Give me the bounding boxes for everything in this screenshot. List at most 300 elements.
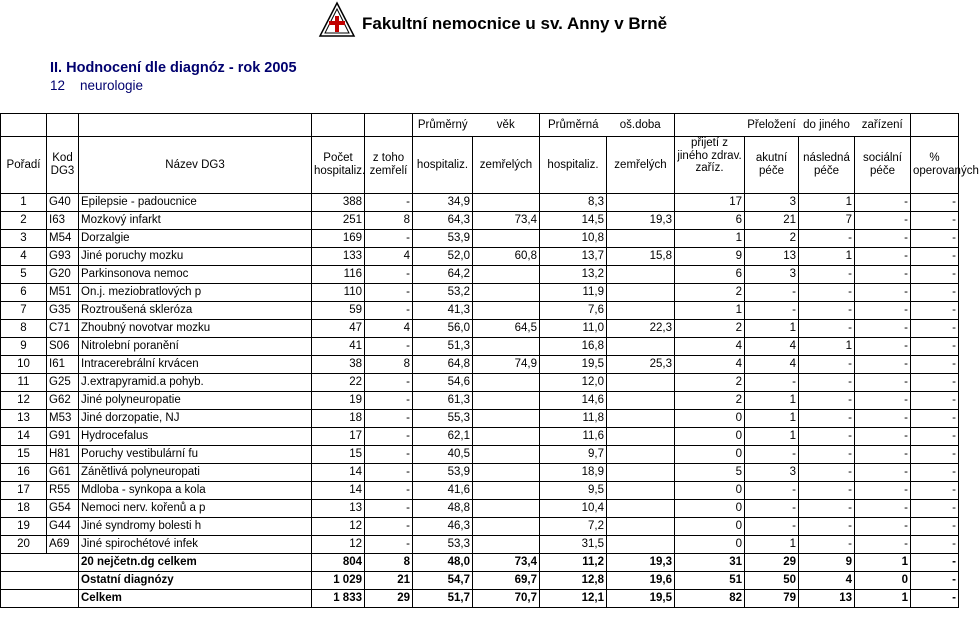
- cell-na: -: [799, 356, 855, 374]
- cell-zem: 8: [365, 212, 413, 230]
- cell-vz: [473, 338, 540, 356]
- cell-n: 19: [1, 518, 47, 536]
- cell-so: -: [855, 518, 911, 536]
- cell-oh: 9,7: [540, 446, 607, 464]
- cell-oz: [607, 338, 675, 356]
- cell-pocet: 59: [312, 302, 365, 320]
- cell-oh: 14,5: [540, 212, 607, 230]
- cell-vh: 52,0: [413, 248, 473, 266]
- cell-kod: M51: [47, 284, 79, 302]
- summary-cell-zem: 8: [365, 554, 413, 572]
- cell-so: -: [855, 446, 911, 464]
- cell-na: -: [799, 266, 855, 284]
- summary-cell-so: 1: [855, 554, 911, 572]
- table-row: [1, 230, 959, 248]
- cell-ak: 1: [745, 410, 799, 428]
- summary-label: Celkem: [79, 590, 312, 608]
- cell-ak: 4: [745, 338, 799, 356]
- cell-vz: [473, 284, 540, 302]
- cell-nazev: Jiné spirochétové infek: [79, 536, 312, 554]
- cell-nazev: Mdloba - synkopa a kola: [79, 482, 312, 500]
- col-z-toho: z toho zemřelí: [365, 137, 413, 194]
- cell-ak: -: [745, 302, 799, 320]
- cell-op: -: [911, 302, 959, 320]
- cell-n: 7: [1, 302, 47, 320]
- cell-so: -: [855, 536, 911, 554]
- cell-nazev: Jiné polyneuropatie: [79, 392, 312, 410]
- col-akutni: akutní péče: [745, 137, 799, 194]
- cell-oz: [607, 302, 675, 320]
- cell-na: -: [799, 392, 855, 410]
- summary-cell-pr: 31: [675, 554, 745, 572]
- table-row: [1, 464, 959, 482]
- summary-cell-op: -: [911, 572, 959, 590]
- cell-op: -: [911, 482, 959, 500]
- cell-pocet: 388: [312, 194, 365, 212]
- cell-pr: 4: [675, 356, 745, 374]
- group-header-row: [1, 114, 959, 137]
- cell-zem: -: [365, 230, 413, 248]
- cell-oz: [607, 410, 675, 428]
- cell-zem: -: [365, 482, 413, 500]
- cell-oh: 11,8: [540, 410, 607, 428]
- cell-na: 1: [799, 248, 855, 266]
- cell-na: -: [799, 500, 855, 518]
- summary-cell-ak: 79: [745, 590, 799, 608]
- cell-nazev: Mozkový infarkt: [79, 212, 312, 230]
- cell-nazev: Zánětlivá polyneuropati: [79, 464, 312, 482]
- cell-oz: [607, 428, 675, 446]
- cell-oz: [607, 518, 675, 536]
- summary-spacer: [1, 554, 79, 572]
- cell-vz: [473, 446, 540, 464]
- cell-kod: G25: [47, 374, 79, 392]
- cell-zem: -: [365, 536, 413, 554]
- cell-vz: 60,8: [473, 248, 540, 266]
- cell-vz: [473, 392, 540, 410]
- cell-pocet: 38: [312, 356, 365, 374]
- cell-pocet: 12: [312, 518, 365, 536]
- cell-ak: 3: [745, 464, 799, 482]
- cell-ak: 3: [745, 266, 799, 284]
- cell-oz: 15,8: [607, 248, 675, 266]
- cell-oh: 9,5: [540, 482, 607, 500]
- cell-oh: 7,2: [540, 518, 607, 536]
- summary-cell-pocet: 1 029: [312, 572, 365, 590]
- cell-vh: 64,3: [413, 212, 473, 230]
- cell-pocet: 14: [312, 482, 365, 500]
- cell-oh: 16,8: [540, 338, 607, 356]
- cell-op: -: [911, 446, 959, 464]
- cell-pocet: 22: [312, 374, 365, 392]
- table-row: [1, 482, 959, 500]
- cell-zem: -: [365, 374, 413, 392]
- cell-pocet: 110: [312, 284, 365, 302]
- cell-ak: 2: [745, 230, 799, 248]
- cell-so: -: [855, 266, 911, 284]
- col-socialni: sociální péče: [855, 137, 911, 194]
- cell-zem: 4: [365, 248, 413, 266]
- cell-vz: 64,5: [473, 320, 540, 338]
- cell-vh: 64,8: [413, 356, 473, 374]
- cell-op: -: [911, 194, 959, 212]
- cell-kod: C71: [47, 320, 79, 338]
- cell-oz: [607, 194, 675, 212]
- cell-n: 3: [1, 230, 47, 248]
- cell-kod: M53: [47, 410, 79, 428]
- cell-vh: 53,3: [413, 536, 473, 554]
- cell-kod: R55: [47, 482, 79, 500]
- cell-oh: 19,5: [540, 356, 607, 374]
- cell-pocet: 13: [312, 500, 365, 518]
- summary-cell-oz: 19,6: [607, 572, 675, 590]
- cell-zem: -: [365, 392, 413, 410]
- cell-oz: [607, 446, 675, 464]
- cell-n: 12: [1, 392, 47, 410]
- cell-vh: 51,3: [413, 338, 473, 356]
- cell-kod: S06: [47, 338, 79, 356]
- col-poradi: Pořadí: [1, 137, 47, 194]
- cell-oz: [607, 464, 675, 482]
- cell-vz: [473, 500, 540, 518]
- cell-vz: [473, 536, 540, 554]
- cell-ak: -: [745, 482, 799, 500]
- table-row: [1, 266, 959, 284]
- summary-cell-na: 4: [799, 572, 855, 590]
- cell-so: -: [855, 284, 911, 302]
- hospital-name: Fakultní nemocnice u sv. Anny v Brně: [362, 14, 668, 33]
- cell-pr: 5: [675, 464, 745, 482]
- cell-pocet: 133: [312, 248, 365, 266]
- cell-op: -: [911, 230, 959, 248]
- cell-vh: 61,3: [413, 392, 473, 410]
- cell-so: -: [855, 374, 911, 392]
- cell-n: 14: [1, 428, 47, 446]
- summary-cell-oh: 11,2: [540, 554, 607, 572]
- cell-pocet: 116: [312, 266, 365, 284]
- cell-na: -: [799, 302, 855, 320]
- cell-oh: 10,4: [540, 500, 607, 518]
- cell-pocet: 15: [312, 446, 365, 464]
- summary-cell-op: -: [911, 554, 959, 572]
- cell-kod: G20: [47, 266, 79, 284]
- cell-vz: [473, 428, 540, 446]
- cell-nazev: Nitrolební poranění: [79, 338, 312, 356]
- cell-vz: [473, 230, 540, 248]
- cell-ak: 3: [745, 194, 799, 212]
- table-row: [1, 410, 959, 428]
- cell-pr: 0: [675, 518, 745, 536]
- cell-vh: 48,8: [413, 500, 473, 518]
- cell-nazev: Jiné dorzopatie, NJ: [79, 410, 312, 428]
- department-subtitle: 12 neurologie: [50, 78, 144, 93]
- cell-ak: -: [745, 518, 799, 536]
- cell-so: -: [855, 392, 911, 410]
- cell-na: 1: [799, 338, 855, 356]
- cell-pocet: 251: [312, 212, 365, 230]
- summary-label: 20 nejčetn.dg celkem: [79, 554, 312, 572]
- cell-zem: 4: [365, 320, 413, 338]
- cell-n: 1: [1, 194, 47, 212]
- cell-ak: 1: [745, 320, 799, 338]
- cell-op: -: [911, 248, 959, 266]
- cell-ak: -: [745, 374, 799, 392]
- cell-op: -: [911, 392, 959, 410]
- cell-pr: 9: [675, 248, 745, 266]
- cell-nazev: Epilepsie - padoucnice: [79, 194, 312, 212]
- cell-vh: 53,2: [413, 284, 473, 302]
- cell-kod: I61: [47, 356, 79, 374]
- summary-cell-ak: 29: [745, 554, 799, 572]
- cell-kod: G44: [47, 518, 79, 536]
- col-age-dead: zemřelých: [473, 137, 540, 194]
- cell-na: -: [799, 374, 855, 392]
- table-row: [1, 356, 959, 374]
- summary-cell-ak: 50: [745, 572, 799, 590]
- summary-cell-zem: 29: [365, 590, 413, 608]
- group-transfer: Přeložení: [745, 114, 799, 137]
- cell-na: -: [799, 410, 855, 428]
- page-title: II. Hodnocení dle diagnóz - rok 2005: [50, 60, 297, 76]
- cell-ak: -: [745, 500, 799, 518]
- cell-zem: -: [365, 284, 413, 302]
- cell-nazev: Zhoubný novotvar mozku: [79, 320, 312, 338]
- cell-op: -: [911, 338, 959, 356]
- col-nasledna: následná péče: [799, 137, 855, 194]
- cell-zem: -: [365, 464, 413, 482]
- col-age-hosp: hospitaliz.: [413, 137, 473, 194]
- cell-vh: 41,6: [413, 482, 473, 500]
- col-prijeti: přijetí z jiného zdrav. zaříz.: [675, 137, 745, 194]
- cell-pr: 2: [675, 392, 745, 410]
- cell-oz: 19,3: [607, 212, 675, 230]
- table-row: [1, 392, 959, 410]
- cell-oh: 8,3: [540, 194, 607, 212]
- cell-pocet: 169: [312, 230, 365, 248]
- summary-row: [1, 590, 959, 608]
- cell-vh: 56,0: [413, 320, 473, 338]
- cell-oh: 11,0: [540, 320, 607, 338]
- summary-cell-oz: 19,5: [607, 590, 675, 608]
- cell-vh: 40,5: [413, 446, 473, 464]
- cell-so: -: [855, 500, 911, 518]
- cell-zem: -: [365, 302, 413, 320]
- cell-n: 16: [1, 464, 47, 482]
- cell-pr: 0: [675, 482, 745, 500]
- cell-ak: -: [745, 284, 799, 302]
- cell-nazev: Hydrocefalus: [79, 428, 312, 446]
- cell-kod: G54: [47, 500, 79, 518]
- cell-pocet: 18: [312, 410, 365, 428]
- cell-nazev: Dorzalgie: [79, 230, 312, 248]
- cell-n: 15: [1, 446, 47, 464]
- cell-kod: G93: [47, 248, 79, 266]
- cell-kod: H81: [47, 446, 79, 464]
- cell-kod: M54: [47, 230, 79, 248]
- summary-cell-oh: 12,8: [540, 572, 607, 590]
- cell-pr: 2: [675, 284, 745, 302]
- cell-nazev: Parkinsonova nemoc: [79, 266, 312, 284]
- cell-na: -: [799, 284, 855, 302]
- cell-oz: [607, 374, 675, 392]
- summary-cell-zem: 21: [365, 572, 413, 590]
- cell-so: -: [855, 212, 911, 230]
- summary-cell-pr: 82: [675, 590, 745, 608]
- cell-n: 10: [1, 356, 47, 374]
- cell-vz: [473, 482, 540, 500]
- cell-pr: 4: [675, 338, 745, 356]
- cell-vz: [473, 266, 540, 284]
- cell-pr: 6: [675, 266, 745, 284]
- cell-kod: A69: [47, 536, 79, 554]
- table-row: [1, 518, 959, 536]
- cell-op: -: [911, 212, 959, 230]
- cell-vz: [473, 194, 540, 212]
- cell-na: 1: [799, 194, 855, 212]
- cell-vz: [473, 374, 540, 392]
- cell-oz: 22,3: [607, 320, 675, 338]
- summary-spacer: [1, 572, 79, 590]
- cell-n: 11: [1, 374, 47, 392]
- cell-oz: [607, 536, 675, 554]
- cell-pocet: 14: [312, 464, 365, 482]
- group-avg-age: Průměrný: [413, 114, 473, 137]
- cell-nazev: Nemoci nerv. kořenů a p: [79, 500, 312, 518]
- hospital-logo-icon: [318, 2, 356, 38]
- cell-ak: 13: [745, 248, 799, 266]
- cell-n: 8: [1, 320, 47, 338]
- group-avg-stay-2: oš.doba: [607, 114, 675, 137]
- summary-cell-op: -: [911, 590, 959, 608]
- col-pocet: Počet hospitaliz.: [312, 137, 365, 194]
- cell-zem: -: [365, 338, 413, 356]
- table-row: [1, 536, 959, 554]
- cell-kod: I63: [47, 212, 79, 230]
- cell-pr: 2: [675, 374, 745, 392]
- cell-n: 17: [1, 482, 47, 500]
- cell-n: 20: [1, 536, 47, 554]
- cell-n: 18: [1, 500, 47, 518]
- table-row: [1, 428, 959, 446]
- cell-pocet: 17: [312, 428, 365, 446]
- cell-pr: 1: [675, 302, 745, 320]
- cell-kod: G40: [47, 194, 79, 212]
- cell-oh: 10,8: [540, 230, 607, 248]
- cell-pr: 6: [675, 212, 745, 230]
- column-header-row: [1, 137, 959, 194]
- cell-op: -: [911, 320, 959, 338]
- cell-oz: 25,3: [607, 356, 675, 374]
- cell-nazev: J.extrapyramid.a pohyb.: [79, 374, 312, 392]
- table-row: [1, 302, 959, 320]
- cell-n: 9: [1, 338, 47, 356]
- cell-vz: [473, 302, 540, 320]
- cell-pocet: 41: [312, 338, 365, 356]
- cell-so: -: [855, 482, 911, 500]
- summary-spacer: [1, 590, 79, 608]
- cell-ak: 1: [745, 428, 799, 446]
- cell-na: -: [799, 518, 855, 536]
- cell-oz: [607, 230, 675, 248]
- summary-cell-vz: 69,7: [473, 572, 540, 590]
- cell-so: -: [855, 356, 911, 374]
- cell-ak: 1: [745, 392, 799, 410]
- cell-kod: G35: [47, 302, 79, 320]
- col-stay-hosp: hospitaliz.: [540, 137, 607, 194]
- cell-na: -: [799, 428, 855, 446]
- cell-so: -: [855, 464, 911, 482]
- group-transfer-2: do jiného: [799, 114, 855, 137]
- cell-pr: 17: [675, 194, 745, 212]
- cell-vh: 53,9: [413, 230, 473, 248]
- col-operovanych: % operovaných: [911, 137, 959, 194]
- cell-vz: [473, 464, 540, 482]
- table-row: [1, 320, 959, 338]
- group-avg-stay: Průměrná: [540, 114, 607, 137]
- cell-kod: G62: [47, 392, 79, 410]
- cell-op: -: [911, 284, 959, 302]
- summary-cell-na: 9: [799, 554, 855, 572]
- cell-pr: 0: [675, 536, 745, 554]
- cell-na: -: [799, 320, 855, 338]
- cell-oh: 14,6: [540, 392, 607, 410]
- cell-pr: 1: [675, 230, 745, 248]
- cell-vh: 34,9: [413, 194, 473, 212]
- cell-oh: 12,0: [540, 374, 607, 392]
- cell-pocet: 47: [312, 320, 365, 338]
- table-row: [1, 284, 959, 302]
- cell-op: -: [911, 500, 959, 518]
- cell-kod: G61: [47, 464, 79, 482]
- cell-n: 5: [1, 266, 47, 284]
- cell-op: -: [911, 464, 959, 482]
- cell-oz: [607, 500, 675, 518]
- summary-cell-vh: 51,7: [413, 590, 473, 608]
- cell-pr: 0: [675, 500, 745, 518]
- cell-oh: 11,9: [540, 284, 607, 302]
- cell-pr: 0: [675, 446, 745, 464]
- cell-pr: 0: [675, 428, 745, 446]
- cell-vz: [473, 410, 540, 428]
- summary-cell-vz: 70,7: [473, 590, 540, 608]
- summary-row: [1, 572, 959, 590]
- cell-nazev: Intracerebrální krvácen: [79, 356, 312, 374]
- cell-kod: G91: [47, 428, 79, 446]
- summary-cell-vz: 73,4: [473, 554, 540, 572]
- table-row: [1, 338, 959, 356]
- cell-oz: [607, 482, 675, 500]
- cell-vh: 64,2: [413, 266, 473, 284]
- cell-so: -: [855, 230, 911, 248]
- cell-vh: 62,1: [413, 428, 473, 446]
- cell-oz: [607, 392, 675, 410]
- cell-zem: -: [365, 518, 413, 536]
- cell-op: -: [911, 410, 959, 428]
- col-stay-dead: zemřelých: [607, 137, 675, 194]
- cell-oz: [607, 284, 675, 302]
- cell-nazev: Roztroušená skleróza: [79, 302, 312, 320]
- cell-so: -: [855, 248, 911, 266]
- cell-zem: -: [365, 194, 413, 212]
- cell-so: -: [855, 410, 911, 428]
- cell-zem: -: [365, 446, 413, 464]
- cell-na: -: [799, 230, 855, 248]
- cell-vh: 54,6: [413, 374, 473, 392]
- cell-vh: 41,3: [413, 302, 473, 320]
- summary-cell-so: 1: [855, 590, 911, 608]
- table-row: [1, 212, 959, 230]
- cell-so: -: [855, 302, 911, 320]
